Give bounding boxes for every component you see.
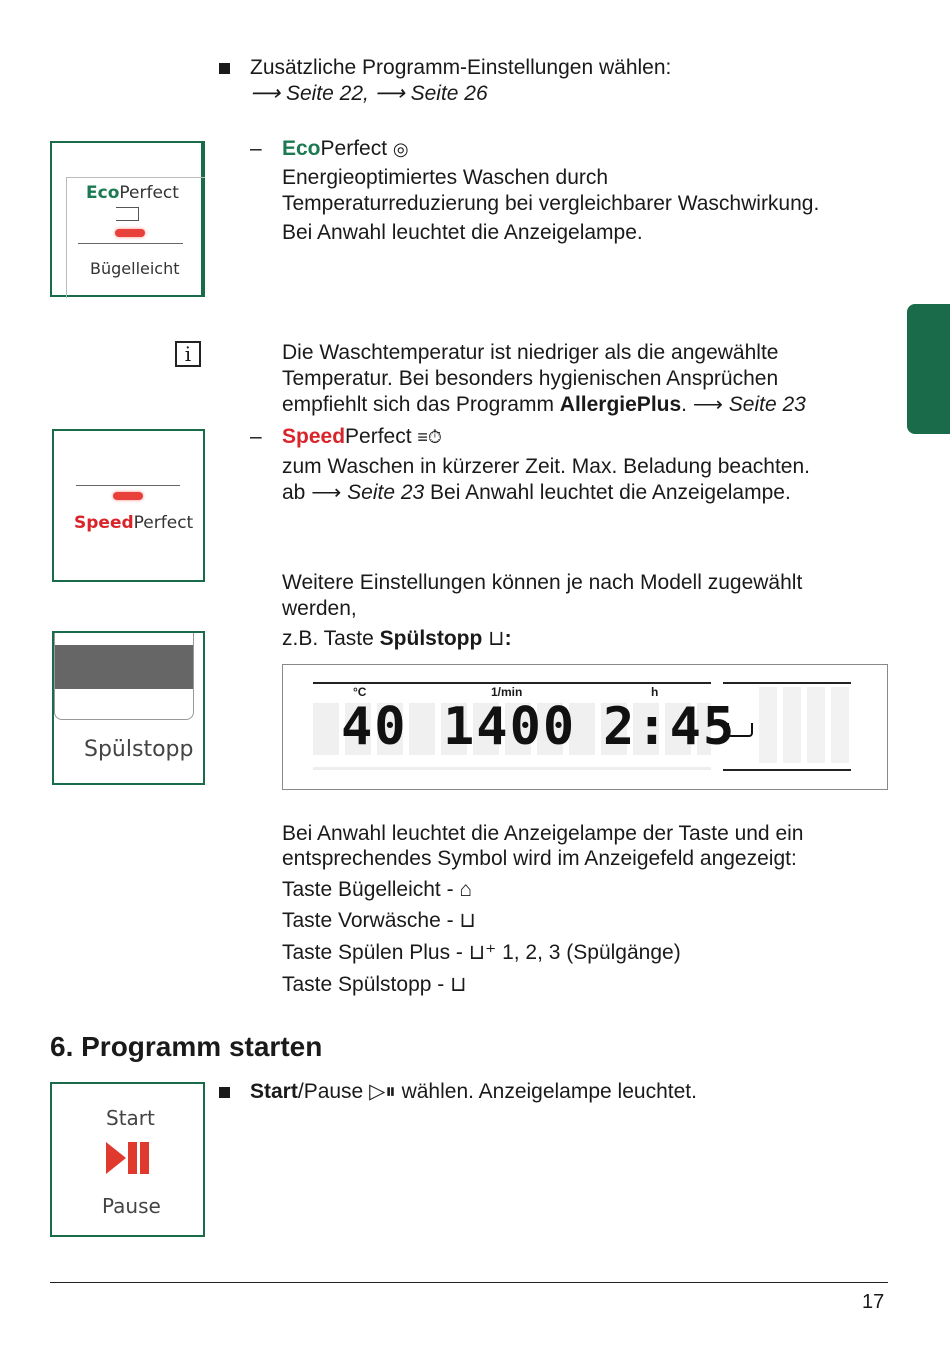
anwahl-line-1: Bei Anwahl leuchtet die Anzeigelampe der Taste und ein <box>282 822 804 845</box>
anwahl-item-bugelleicht: Taste Bügelleicht - ⌂ <box>282 878 473 901</box>
info-line-2: Temperatur. Bei besonders hygienischen Ansprüchen <box>282 367 779 390</box>
start-pause-rest: wählen. Anzeigelampe leuchtet. <box>395 1080 697 1103</box>
time-value: 2:45 <box>603 697 737 757</box>
panel-bugelleicht-label: Bügelleicht <box>90 259 180 278</box>
eco-title-rest: Perfect <box>320 137 388 160</box>
panel-perfect-label: Perfect <box>119 183 179 203</box>
button-face <box>54 633 194 720</box>
start-pause-text <box>250 1079 697 1105</box>
lcd-display <box>282 664 888 790</box>
panel-pause-label: Pause <box>102 1194 161 1218</box>
unit-speed-label: 1/min <box>491 685 523 699</box>
weitere-line-3 <box>282 626 512 652</box>
footer-rule <box>50 1282 888 1283</box>
bullet-square <box>219 63 230 74</box>
speed-dash: – <box>250 425 262 448</box>
eco-title <box>282 136 409 162</box>
spulstopp-lcd-icon <box>727 723 753 737</box>
lcd-symbol-area <box>759 687 853 763</box>
speed-title-rest: Perfect <box>345 425 412 448</box>
lcd-bottom-line-right <box>723 769 851 771</box>
weitere-line-2: werden, <box>282 597 357 620</box>
speed-line-2-text: ab ⟶ <box>282 481 348 504</box>
info-line-3-ref: Seite 23 <box>728 393 806 416</box>
start-pause-panel <box>50 1082 205 1237</box>
info-icon: i <box>175 341 201 367</box>
lcd-top-line <box>313 682 711 684</box>
speedperfect-panel <box>52 429 205 582</box>
intro-text: Zusätzliche Programm-Einstellungen wählen: <box>250 56 672 79</box>
speed-line-2-rest: Bei Anwahl leuchtet die Anzeigelampe. <box>424 481 791 504</box>
pause-label: /Pause <box>297 1080 370 1103</box>
lcd-top-line-right <box>723 682 851 684</box>
spulstopp-panel <box>52 631 205 785</box>
speed-line-2-ref: Seite 23 <box>347 481 425 504</box>
speed-symbol-icon: ≡⏱ <box>417 427 442 447</box>
temp-value: 40 <box>341 697 408 757</box>
panel-start-label: Start <box>106 1106 155 1130</box>
tag-icon <box>116 207 139 221</box>
chapter-tab <box>907 304 950 434</box>
weitere-line-3-text: z.B. Taste <box>282 627 380 650</box>
eco-symbol-icon: ◎ <box>392 139 409 159</box>
eco-line-2: Temperaturreduzierung bei vergleichbarer Waschwirkung. <box>282 192 820 215</box>
play-pause-icon <box>106 1142 152 1174</box>
anwahl-line-2: entsprechendes Symbol wird im Anzeigefeld angezeigt: <box>282 847 797 870</box>
eco-line-3: Bei Anwahl leuchtet die Anzeigelampe. <box>282 221 643 244</box>
panel-divider <box>78 243 183 244</box>
panel-eco-label: Eco <box>86 183 120 203</box>
start-pause-icon: ▷⏸ <box>369 1080 396 1103</box>
unit-time-label: h <box>651 685 659 699</box>
allergieplus-label: AllergiePlus <box>559 393 682 416</box>
panel-speed-perfect-label: Perfect <box>133 513 194 533</box>
speedperfect-led <box>113 492 143 500</box>
lcd-bottom-line <box>313 767 711 770</box>
weitere-line-1: Weitere Einstellungen können je nach Modell zugewählt <box>282 571 803 594</box>
speed-value: 1400 <box>443 697 577 757</box>
anwahl-item-spulstopp: Taste Spülstopp - ⊔ <box>282 973 467 996</box>
bullet-square <box>219 1087 230 1098</box>
panel-spulstopp-label: Spülstopp <box>84 737 194 762</box>
intro-refs: ⟶ Seite 22, ⟶ Seite 26 <box>250 82 488 105</box>
anwahl-item-spulen-plus: Taste Spülen Plus - ⊔⁺ 1, 2, 3 (Spülgänge) <box>282 941 681 964</box>
spulstopp-icon: ⊔ <box>488 627 505 650</box>
ecoperfect-led <box>115 229 145 237</box>
info-line-1: Die Waschtemperatur ist niedriger als die angewählte <box>282 341 779 364</box>
info-line-3-text: empfiehlt sich das Programm <box>282 393 560 416</box>
ecoperfect-panel <box>50 141 205 297</box>
info-line-3-arrow: . ⟶ <box>681 393 729 416</box>
eco-dash: – <box>250 137 262 160</box>
anwahl-item-vorwasche: Taste Vorwäsche - ⊔ <box>282 909 476 932</box>
panel-speed-label: Speed <box>74 513 134 533</box>
eco-line-1: Energieoptimiertes Waschen durch <box>282 166 609 189</box>
info-line-3 <box>282 392 806 418</box>
section-heading: 6. Programm starten <box>50 1031 323 1062</box>
spulstopp-label: Spülstopp <box>379 627 483 650</box>
panel-divider <box>76 485 180 486</box>
start-label: Start <box>250 1080 298 1103</box>
unit-temp-label: °C <box>353 685 367 699</box>
speed-line-1: zum Waschen in kürzerer Zeit. Max. Beladung beachten. <box>282 455 810 478</box>
colon: : <box>504 627 512 650</box>
speed-line-2 <box>282 480 791 506</box>
speed-title-red: Speed <box>282 425 346 448</box>
speed-title <box>282 424 442 450</box>
eco-title-green: Eco <box>282 137 321 160</box>
page-number: 17 <box>862 1291 885 1313</box>
